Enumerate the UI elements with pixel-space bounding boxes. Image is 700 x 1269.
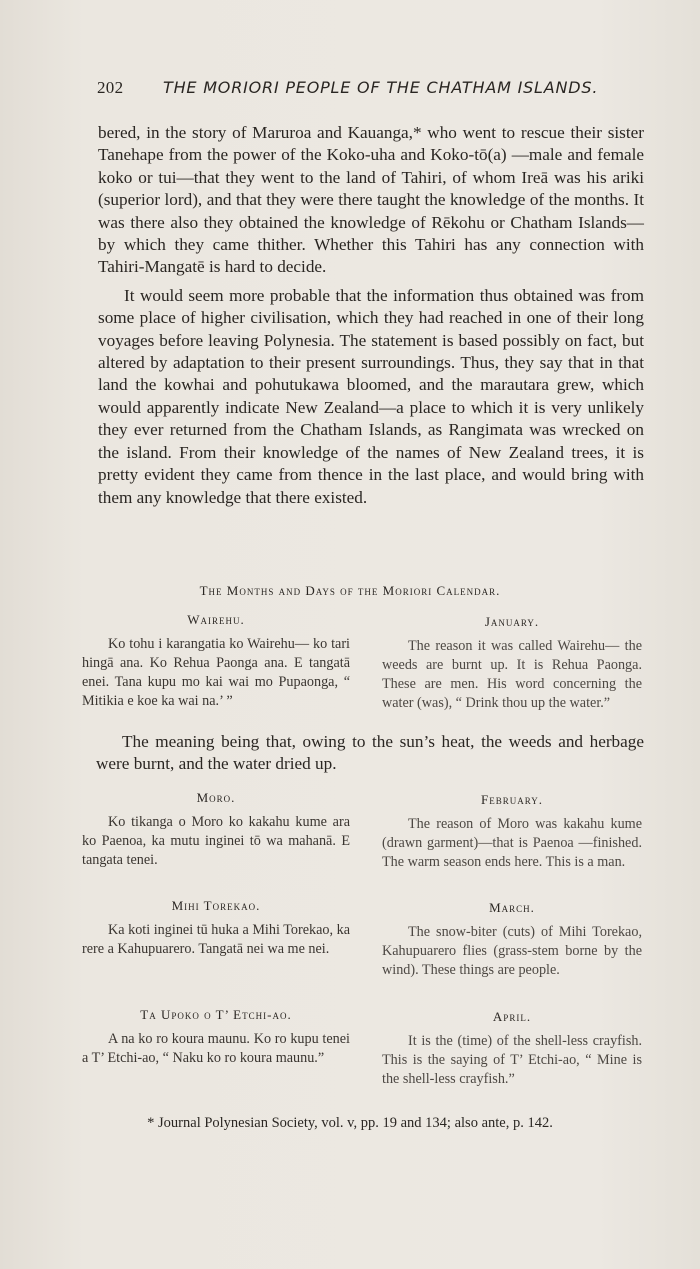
moriori-heading: Ta Upoko o T’ Etchi-ao.: [140, 1007, 292, 1022]
moriori-text: A na ko ro koura maunu. Ko ro kupu tenei a T’ Etchi-ao, “ Naku ko ro koura maunu.”: [82, 1031, 350, 1066]
month-english-february: [382, 792, 642, 872]
footnote: * Journal Polynesian Society, vol. v, pp. 19 and 134; also ante, p. 142.: [147, 1115, 553, 1131]
month-moriori-moro: [82, 790, 350, 870]
paragraph-1: bered, in the story of Maruroa and Kauanga,* who went to rescue their sister Tanehape from the power of the Koko-uha and Koko-tō(a) —male and female koko or tui—that they went to the land of Tahiri, of whom Ireā was his ariki (superior lord), and that they were there taught the knowledge of the months. It was there also they obtained the knowledge of Rēkohu or Chatham Islands—by which they came thither. Whether this Tahiri has any connection with Tahiri-Mangatē is hard to decide.: [98, 123, 644, 277]
moriori-text: Ko tikanga o Moro ko kakahu kume ara ko Paenoa, ka mutu inginei tō wa mahanā. E tangata tenei.: [82, 814, 350, 868]
page-number: 202: [97, 78, 124, 97]
moriori-heading: Mihi Torekao.: [171, 898, 261, 913]
english-text: The reason it was called Wairehu— the weeds are burnt up. It is Rehua Paonga. These are men. His word concerning the water (was), “ Drink thou up the water.”: [382, 638, 642, 711]
english-text: It is the (time) of the shell-less crayfish. This is the saying of T’ Etchi-ao, “ Mine is the shell-less crayfish.”: [382, 1033, 642, 1087]
moriori-text: Ka koti inginei tū huka a Mihi Torekao, ka rere a Kahupuarero. Tangatā nei wa me nei.: [82, 922, 350, 957]
english-heading: March.: [489, 900, 535, 915]
moriori-heading: Wairehu.: [187, 612, 245, 627]
english-text: The snow-biter (cuts) of Mihi Torekao, Kahupuarero flies (grass-stem borne by the wind). These things are people.: [382, 924, 642, 978]
month-moriori-mihi-torekao: [82, 898, 350, 959]
english-heading: January.: [484, 614, 540, 629]
moriori-text: Ko tohu i karangatia ko Wairehu— ko tari hingā ana. Ko Rehua Paonga ana. E tangatā enei. Tana kupu mo kai wai mo Pupaonga, “ Mitikia e koe ka wai na.’ ”: [82, 636, 350, 709]
english-heading: February.: [481, 792, 543, 807]
month-moriori-wairehu: [82, 612, 350, 711]
month-english-april: [382, 1009, 642, 1089]
month-moriori-ta-upoko: [82, 1007, 350, 1068]
month-english-march: [382, 900, 642, 980]
running-title: THE MORIORI PEOPLE OF THE CHATHAM ISLANDS.: [163, 78, 599, 97]
section-title: The Months and Days of the Moriori Calendar.: [199, 583, 501, 598]
english-heading: April.: [492, 1009, 532, 1024]
month-english-january: [382, 614, 642, 713]
body-text: [98, 122, 644, 509]
moriori-heading: Moro.: [196, 790, 236, 805]
paragraph-2: It would seem more probable that the information thus obtained was from some place of higher civilisation, which they had reached in one of their long voyages before leaving Polynesia. The statement is based possibly on fact, but altered by adaptation to their present surroundings. Thus, they say that in that land the kowhai and pohutukawa bloomed, and the marautara grew, which would apparently indicate New Zealand—a place to which it is very unlikely they ever returned from the Chatham Islands, as Rangimata was wrecked on the island. From their knowledge of the names of New Zealand trees, it is pretty evident they came from thence in the last place, and would bring with them any knowledge that there existed.: [98, 285, 644, 507]
meaning-paragraph: The meaning being that, owing to the sun’s heat, the weeds and herbage were burnt, and the water dried up.: [96, 732, 644, 773]
english-text: The reason of Moro was kakahu kume (drawn garment)—that is Paenoa —finished. The warm season ends here. This is a man.: [382, 816, 642, 870]
